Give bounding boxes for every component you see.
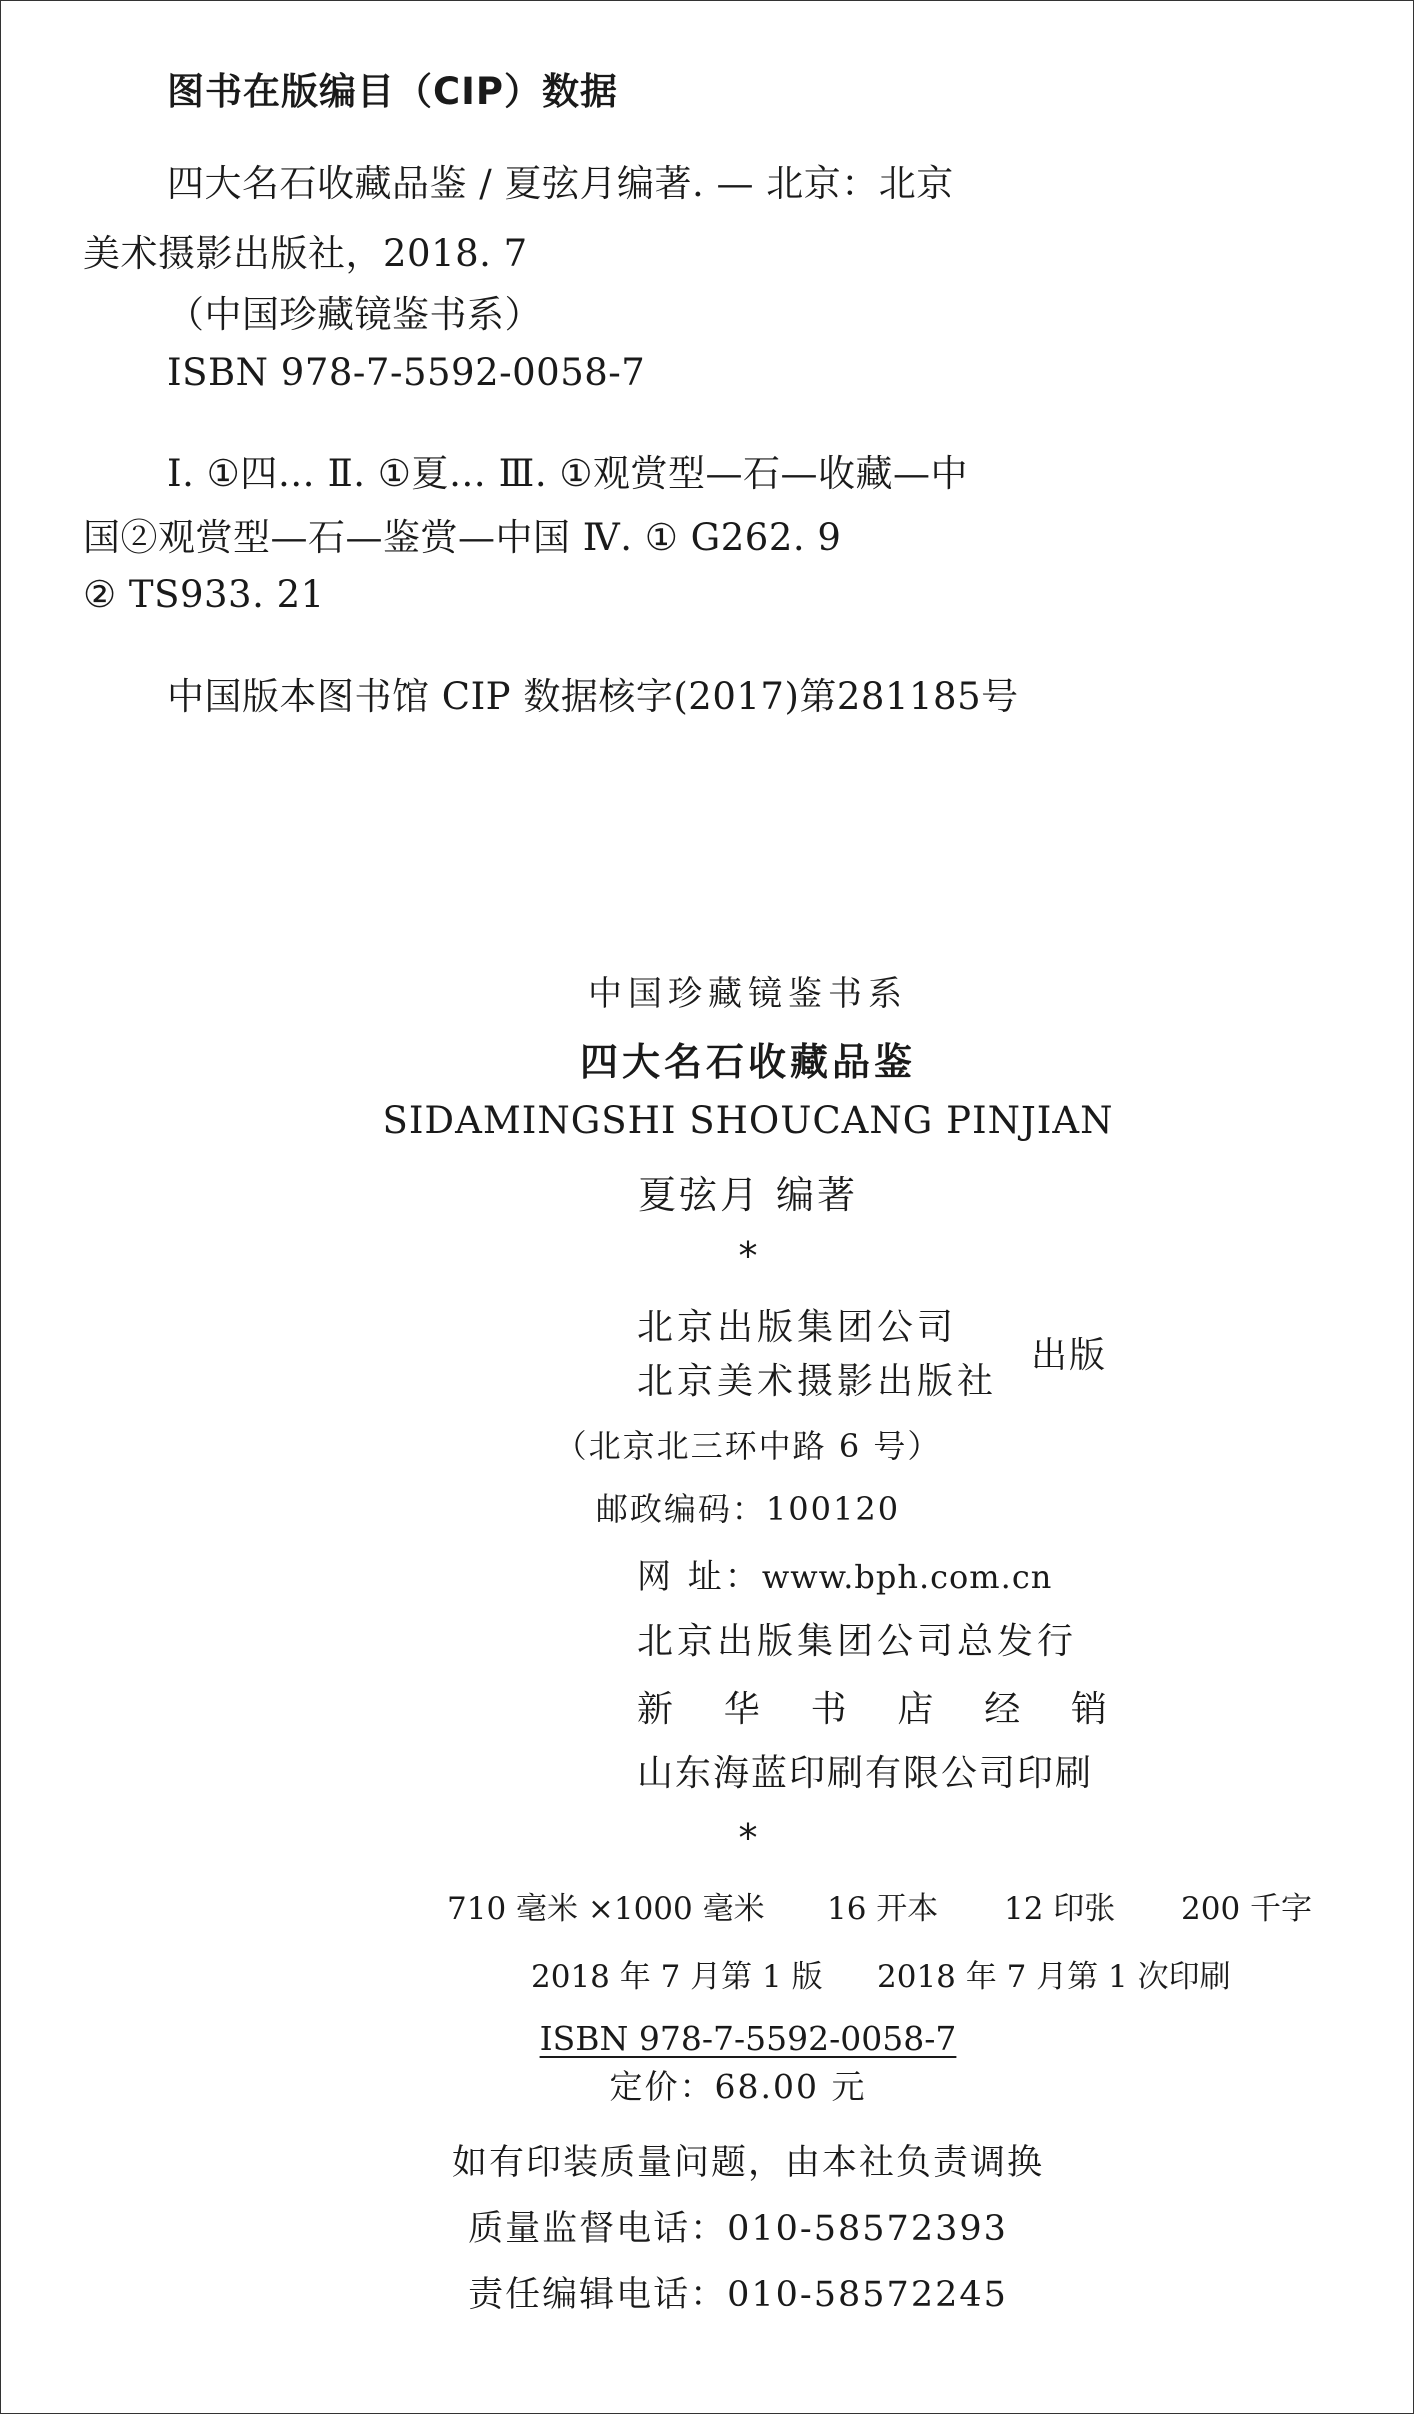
cip-line-5: Ⅰ. ①四… Ⅱ. ①夏… Ⅲ. ①观赏型—石—收藏—中: [167, 452, 969, 495]
book-title: 四大名石收藏品鉴: [579, 1040, 916, 1084]
separator-star: *: [738, 1234, 758, 1278]
series-name: 中国珍藏镜鉴书系: [588, 974, 908, 1014]
cip-line-2: 美术摄影出版社，2018. 7: [83, 232, 528, 275]
isbn: ISBN 978-7-5592-0058-7: [539, 2019, 957, 2058]
publisher-group: 北京出版集团公司: [637, 1307, 958, 1348]
seller-char: 华: [723, 1689, 760, 1730]
publish-label: 出版: [1031, 1335, 1108, 1376]
spec-folio: 16 开本: [827, 1891, 939, 1927]
cip-line-6: 国②观赏型—石—鉴赏—中国 Ⅳ. ① G262. 9: [83, 516, 842, 559]
seller-char: 销: [1070, 1689, 1107, 1730]
edition: 2018 年 7 月第 1 版: [531, 1959, 823, 1995]
cip-verification-number: 中国版本图书馆 CIP 数据核字(2017)第281185号: [167, 675, 1019, 718]
quality-supervision-phone: 质量监督电话：010-58572393: [468, 2209, 1008, 2249]
spec-sheets: 12 印张: [1004, 1891, 1116, 1927]
editor-phone: 责任编辑电话：010-58572245: [468, 2275, 1008, 2315]
spec-word-count: 200 千字: [1181, 1891, 1313, 1927]
book-title-pinyin: SIDAMINGSHI SHOUCANG PINJIAN: [382, 1099, 1114, 1142]
cip-heading: 图书在版编目（CIP）数据: [167, 70, 619, 113]
spec-format: 710 毫米 ×1000 毫米: [447, 1891, 765, 1927]
general-distributor: 北京出版集团公司总发行: [637, 1621, 1078, 1662]
publisher-house: 北京美术摄影出版社: [637, 1361, 998, 1402]
website-label: 网 址：: [637, 1557, 762, 1597]
separator-star: *: [738, 1816, 758, 1860]
cip-line-3: （中国珍藏镜鉴书系）: [167, 293, 542, 336]
price: 定价：68.00 元: [609, 2067, 867, 2106]
printer: 山东海蓝印刷有限公司印刷: [637, 1753, 1094, 1794]
publisher-address: （北京北三环中路 6 号）: [554, 1427, 942, 1465]
seller-char: 新: [637, 1689, 674, 1730]
cip-line-7: ② TS933. 21: [83, 573, 325, 616]
author-line: 夏弦月 编著: [637, 1173, 859, 1217]
website-row: [637, 1549, 1052, 1598]
seller-char: 店: [897, 1689, 934, 1730]
seller-char: 经: [984, 1689, 1021, 1730]
cip-line-4: ISBN 978-7-5592-0058-7: [167, 351, 646, 394]
seller-line: [637, 1681, 1107, 1732]
seller-char: 书: [810, 1689, 847, 1730]
website-url: www.bph.com.cn: [761, 1558, 1053, 1596]
postal-code: 邮政编码：100120: [595, 1490, 901, 1528]
printing: 2018 年 7 月第 1 次印刷: [877, 1959, 1231, 1995]
cip-line-1: 四大名石收藏品鉴 / 夏弦月编著. — 北京：北京: [167, 162, 954, 205]
quality-notice: 如有印装质量问题，由本社负责调换: [451, 2143, 1044, 2183]
